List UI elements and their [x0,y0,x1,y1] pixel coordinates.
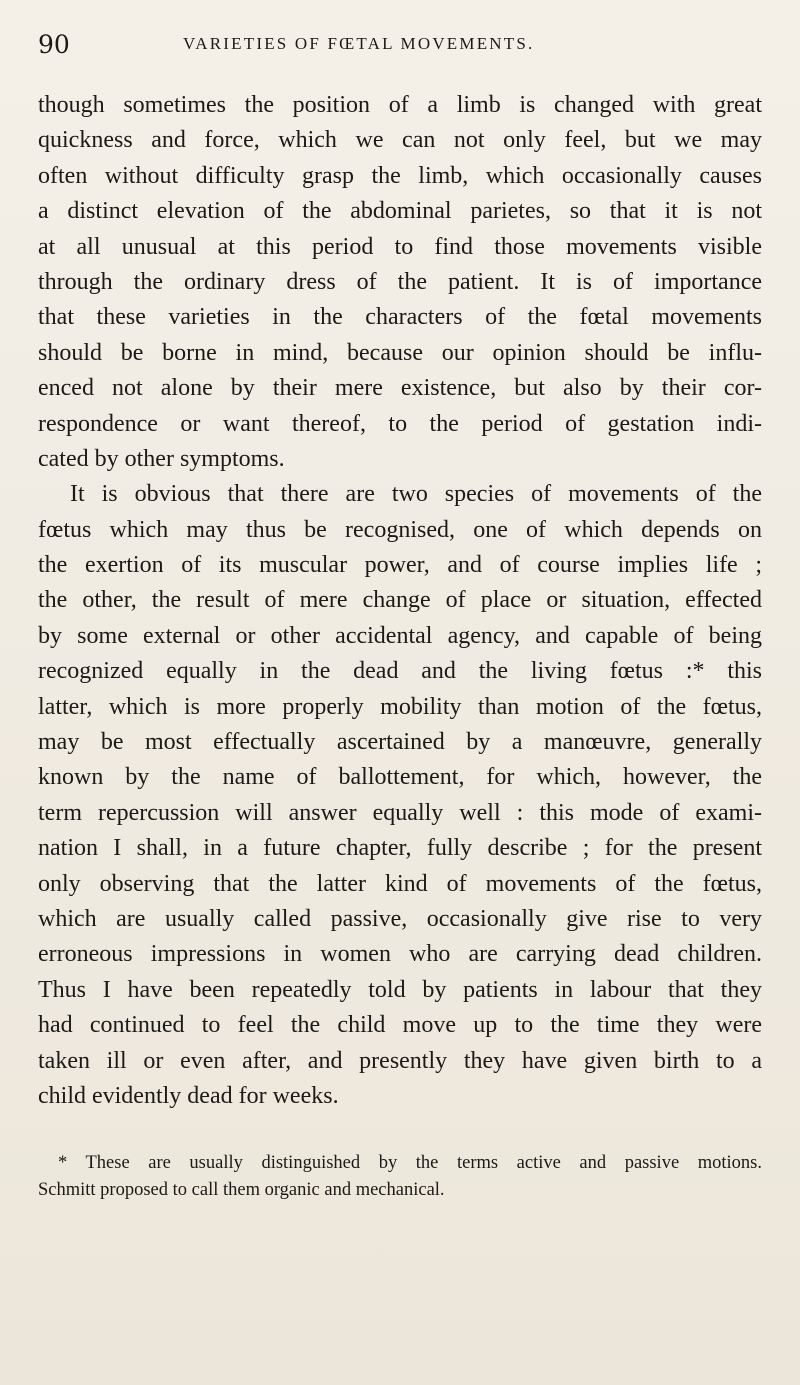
text-line: known by the name of ballottement, for which, however, the [38,764,762,791]
text-line: through the ordinary dress of the patient. It is of importance [38,268,762,295]
text-line: nation I shall, in a future chapter, fully describe ; for the present [38,835,762,862]
text-line: by some external or other accidental agency, and capable of being [38,622,762,649]
text-line: that these varieties in the characters of the fœtal movements [38,304,762,331]
text-line: only observing that the latter kind of movements of the fœtus, [38,870,762,897]
text-line: taken ill or even after, and presently they have given birth to a [38,1047,762,1074]
text-line: child evidently dead for weeks. [38,1082,339,1109]
text-line: Thus I have been repeatedly told by patients in labour that they [38,976,762,1003]
text-line: had continued to feel the child move up to the time they were [38,1012,762,1039]
text-line: It is obvious that there are two species of movements of the [70,481,762,508]
text-line: quickness and force, which we can not only feel, but we may [38,127,762,154]
text-line: often without difficulty grasp the limb, which occasionally causes [38,162,762,189]
text-line: erroneous impressions in women who are carrying dead children. [38,941,762,968]
page-header [38,30,762,64]
footnote [38,1150,762,1204]
running-head: VARIETIES OF FŒTAL MOVEMENTS. [183,34,535,53]
text-line: should be borne in mind, because our opinion should be influ- [38,339,762,366]
text-line: latter, which is more properly mobility than motion of the fœtus, [38,693,762,720]
text-line: which are usually called passive, occasionally give rise to very [38,905,762,932]
footnote-line: Schmitt proposed to call them organic and mechanical. [38,1180,445,1200]
text-line: though sometimes the position of a limb is changed with great [38,92,762,118]
text-line: may be most effectually ascertained by a manœuvre, generally [38,729,762,756]
text-line: a distinct elevation of the abdominal parietes, so that it is not [38,198,762,225]
text-line: cated by other symptoms. [38,445,285,472]
text-line: at all unusual at this period to find those movements visible [38,233,762,260]
page-number: 90 [38,30,70,59]
text-line: recognized equally in the dead and the living fœtus :* this [38,658,762,685]
text-line: the exertion of its muscular power, and of course implies life ; [38,552,762,579]
text-line: the other, the result of mere change of place or situation, effected [38,587,762,614]
text-line: term repercussion will answer equally well : this mode of exami- [38,799,762,826]
text-line: fœtus which may thus be recognised, one of which depends on [38,516,762,543]
footnote-line: * These are usually distinguished by the terms active and passive motions. [58,1153,762,1173]
body-text [38,88,762,1114]
text-line: respondence or want thereof, to the period of gestation indi- [38,410,762,437]
text-line: enced not alone by their mere existence, but also by their cor- [38,375,762,402]
